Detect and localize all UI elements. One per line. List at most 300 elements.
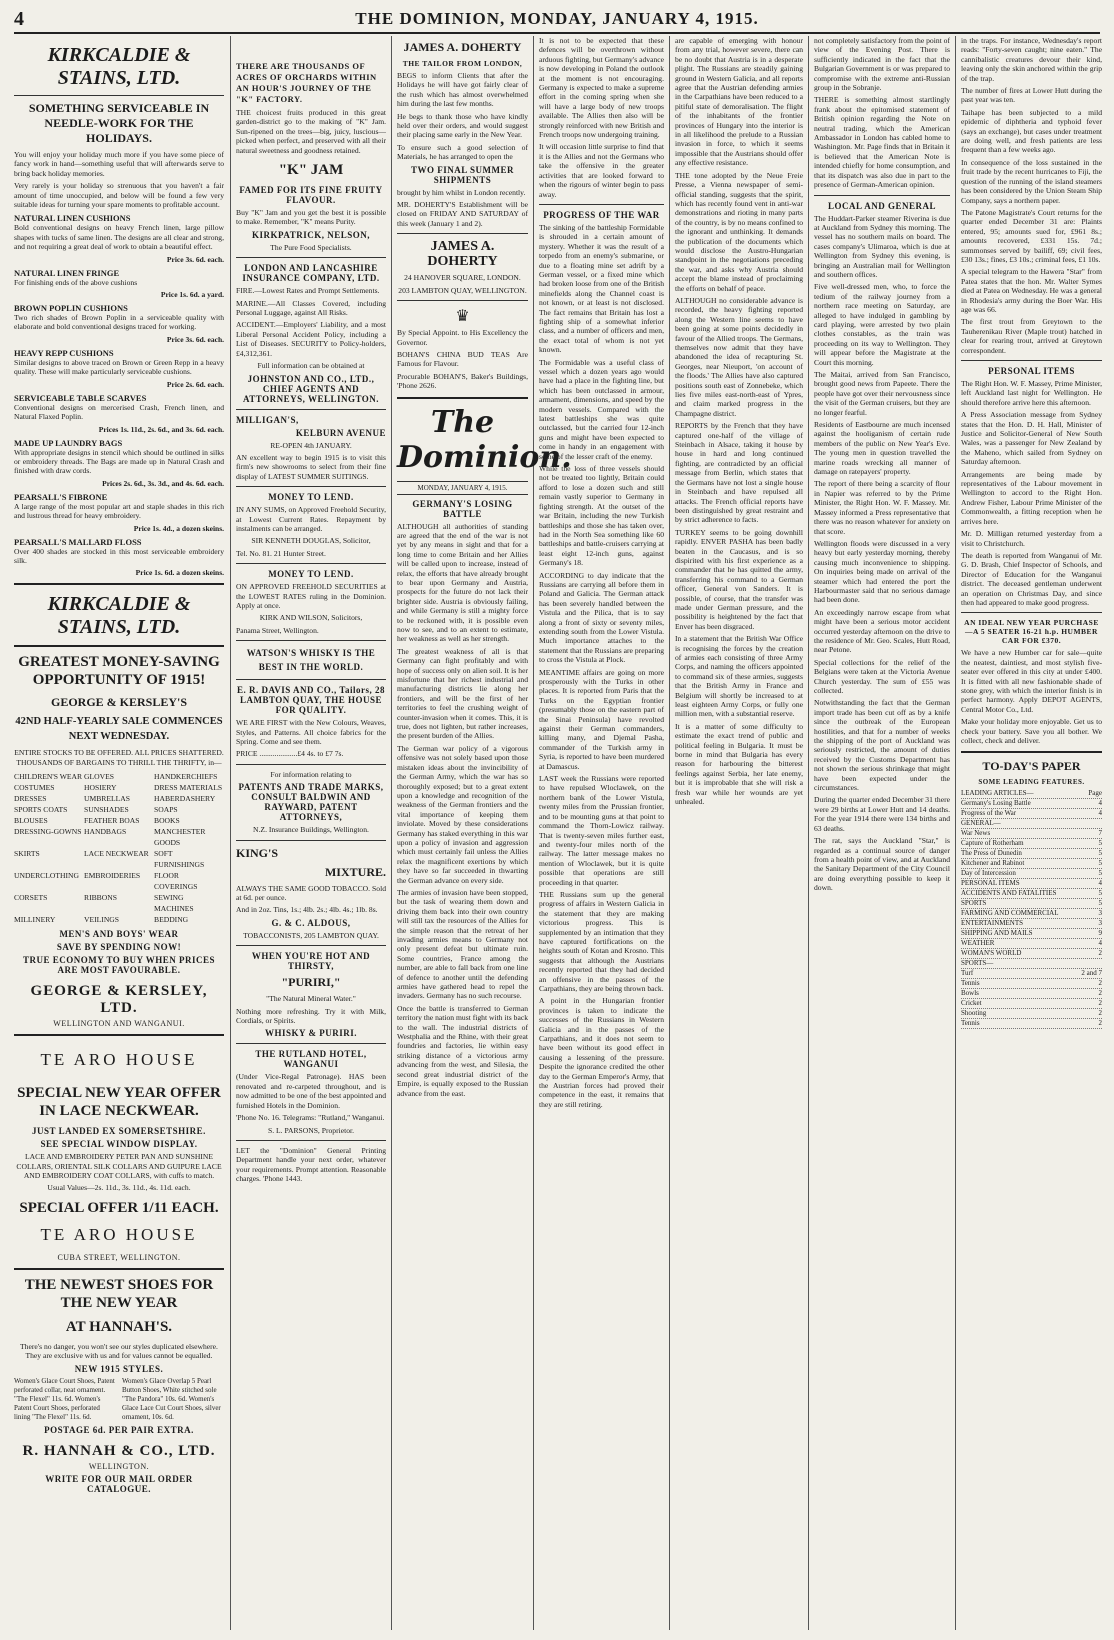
mens-wear-line: MEN'S AND BOYS' WEAR — [59, 929, 179, 940]
contents-page: 2 — [1098, 999, 1102, 1008]
printing-advert: LET the "Dominion" General Printing Department handle your next order, whatever your requirements. Prompt attention. Reasonable charges. 'Phone 1443. — [236, 1145, 386, 1184]
contents-page: 5 — [1098, 869, 1102, 878]
local-news-paragraph: Taihape has been subjected to a mild epidemic of diphtheria and typhoid fever (says an exchange), but cases under treatment are doing well, and fresh patients are less frequent than a few weeks ago. — [961, 107, 1102, 155]
war-news-paragraph: THE Russians sum up the general progress of affairs in Western Galicia in the statement that they are making victorious progress. This is supplemented by an intimation that they have captured fortifications on the heights south of Kotan and Krosno. This suggests that although the Austrians recently reported that they had decided an offensive in the passes of the Carpathians, they are being thrown back. — [539, 889, 664, 993]
contents-row — [961, 879, 1102, 889]
milligan-body: AN excellent way to begin 1915 is to visit this firm's new showrooms to select from their fine display of LATEST SUMMER SUITINGS. — [236, 452, 386, 481]
column-1-advertisements — [14, 36, 224, 1632]
personal-item-paragraph: The death is reported from Wanganui of Mr. G. D. Brash, Chief Inspector of Schools, and Director of Education for the Wanganui district. The deceased gentleman underwent an operation on Christmas Day, and since then had appeared to make good progress. — [961, 550, 1102, 607]
article-paragraph: THE tone adopted by the Neue Freie Presse, a Vienna newspaper of semi-official standing, suggests that the spirit, which has recently found vent in anti-war demonstrations and rioting in many parts of the country, is by no means confined to the ignorant and unthinking. It demands the publication of the documents which would disclose the Austro-Hungarian standpoint in the negotiations preceding the war, and asks why Austria should accept the blame instead of proclaiming the efforts on behalf of peace. — [675, 170, 803, 293]
todays-paper-subtitle: SOME LEADING FEATURES. — [978, 778, 1085, 787]
department-item: HOSIERY — [84, 783, 117, 793]
rutland-title: THE RUTLAND HOTEL, WANGANUI — [255, 1049, 367, 1070]
te-aro-offer-price: SPECIAL OFFER 1/11 EACH. — [19, 1199, 219, 1216]
patents-intro: For information relating to — [270, 769, 352, 779]
department-item: SPORTS COATS — [14, 805, 68, 815]
george-kersley-logo: GEORGE & KERSLEY, LTD. — [30, 983, 208, 1017]
doherty-title-2: JAMES A. DOHERTY — [427, 239, 498, 270]
editorial-paragraph: The German war policy of a vigorous offensive was not solely based upon those mistaken ideas about the invincibility of the German Army, which the war has so thoroughly exposed; but to a great extent upon a knowledge and recognition of the weakness of the German frontiers and the vital importance of keeping them inviolate. Moved by these considerations Germany has staked everything in this war upon a policy of invasion and aggression which must certainly fail unless the Allies relax the magnificent exertions by which they have so far succeeded in thwarting the German advance on every side. — [397, 743, 528, 885]
contents-label: Progress of the War — [961, 809, 1017, 818]
bohan-address: Procurable BOHAN'S, Baker's Buildings, 'Phone 2626. — [397, 371, 528, 391]
te-aro-special-offer: SPECIAL NEW YEAR OFFER IN LACE NECKWEAR. — [17, 1085, 221, 1120]
needlework-item-description: Two rich shades of Brown Poplin in a serviceable quality with elaborate and bold conventional designs traced for working. — [14, 313, 224, 332]
department-item: DRESS MATERIALS — [154, 783, 223, 793]
department-item: FLOOR COVERINGS — [154, 871, 198, 892]
rutland-body: (Under Vice-Regal Patronage). HAS been renovated and re-carpeted throughout, and is now admitted to be one of the best appointed and furnished Hotels in the Dominion. — [236, 1072, 386, 1110]
contents-label: ACCIDENTS AND FATALITIES — [961, 889, 1057, 898]
money-to-lend-title-2: MONEY TO LEND. — [268, 569, 354, 580]
contents-row — [961, 1019, 1102, 1029]
column-5-war-news — [675, 36, 803, 1632]
department-item: DRESSES — [14, 794, 47, 804]
te-aro-house-title-2: TE ARO HOUSE — [40, 1224, 198, 1244]
contents-page: 5 — [1098, 859, 1102, 868]
kirkcaldie-logo: KIRKCALDIE & STAINS, LTD. — [47, 44, 191, 89]
contents-page: 4 — [1098, 799, 1102, 808]
money-to-lend-title: MONEY TO LEND. — [268, 492, 354, 503]
money-to-lend-body-2: ON APPROVED FREEHOLD SECURITIES at the LOWEST RATES ruling in the Dominion. Apply at once. — [236, 582, 386, 610]
watsons-whisky: WATSON'S WHISKY IS THE BEST IN THE WORLD. — [246, 648, 376, 673]
contents-row — [961, 849, 1102, 859]
editorial-paragraph: The greatest weakness of all is that Germany can fight profitably and with hope of success only on alien soil. It is her misfortune that her richest industrial and manufacturing districts lie along her frontiers, and will be the first of her territories to feel the crushing weight of counter-invasion when it comes. This, it is true, does not lighten, but rather increases, the present burden of the Allies. — [397, 646, 528, 741]
local-news-paragraph: An exceedingly narrow escape from what might have been a serious motor accident occurred yesterday afternoon on the drive to the residence of Mr. Geo. Scales, Hutt Road, near Petone. — [814, 607, 950, 655]
te-aro-usual-values: Usual Values—2s. 11d., 3s. 11d., 4s. 11d. each. — [47, 1183, 191, 1193]
davis-price: PRICE ....................£4 4s. to £7 7s. — [236, 749, 344, 759]
contents-label: Kitchener and Rabinot — [961, 859, 1025, 868]
contents-label: SPORTS— — [961, 959, 994, 968]
masthead — [14, 8, 1100, 34]
save-slogan: SAVE BY SPENDING NOW! — [56, 942, 182, 953]
local-general-title: LOCAL AND GENERAL — [827, 200, 937, 211]
editorial-paragraph: ALTHOUGH all authorities of standing are agreed that the end of the war is not yet by any means in sight and that for a long time to come Britain and her Allies will be called upon to increase, instead of relax, the efforts that have already brought to bear upon Germany and Austria, prospects for the future do not lack their brighter side. Austria is obviously failing, and while Germany is still a mighty force to be reckoned with, it is possible even now to see, and to an extent to estimate, her weakness as well as her strength. — [397, 521, 528, 644]
kirkcaldie-item-list — [14, 213, 224, 577]
battery-advert: Make your holiday more enjoyable. Get us to check your battery. Save you all bother. We collect, check and deliver. — [961, 717, 1102, 745]
contents-row — [961, 919, 1102, 929]
column-rule — [955, 36, 956, 1630]
needlework-item-title: MADE UP LAUNDRY BAGS — [14, 437, 123, 448]
department-item: LACE NECKWEAR — [84, 849, 149, 859]
local-news-paragraph: A special telegram to the Hawera "Star" from Patea states that the hon. Mr. Walter Symes died at Patea on Wednesday. He was a general in Rhodesia's army during the Boer War. His age was 66. — [961, 267, 1102, 314]
department-item: BEDDING — [154, 915, 189, 925]
war-news-paragraph: LAST week the Russians were reported to have repulsed Wloclawek, on the northern bank of the Lower Vistula, twenty miles from the Prussian frontier, and to be mounting guns at that point to command the Thorn-Lowicz railway. That is twenty-seven miles further east, and twenty-four miles north of the railway. The latter message makes no mention of Wloclawek, but it is quite possible that operations are still proceeding in that quarter. — [539, 774, 664, 887]
hannah-logo: R. HANNAH & CO., LTD. — [22, 1442, 216, 1459]
local-news-paragraph: In consequence of the loss sustained in the fruit trade by the recent hurricanes to Fiji, the question of the running of the island steamers has been considered by the Union Steam Ship Company, says a northern paper. — [961, 157, 1102, 205]
department-item: EMBROIDERIES — [84, 871, 141, 881]
davis-tailors: E. R. DAVIS AND CO., Tailors, 28 LAMBTON QUAY, THE HOUSE FOR QUALITY. — [236, 685, 386, 716]
department-item: SEWING MACHINES — [154, 893, 194, 914]
needlework-item-description: A large range of the most popular art and staple shades in this rich and lustrous thread for heavy embroidery. — [14, 501, 224, 521]
contents-label: The Press of Dunedin — [961, 849, 1022, 858]
contents-row — [961, 989, 1102, 999]
column-2-advertisements — [236, 36, 386, 1632]
needlework-item-price: Prices 2s. 6d., 3s. 3d., and 4s. 6d. each. — [102, 478, 224, 488]
k-jam-title: "K" JAM — [278, 162, 344, 179]
contents-page: 7 — [1098, 829, 1102, 838]
hannah-left-list: Women's Glace Court Shoes, Patent perforated collar, neat ornament. "The Flexel" 11s. 6d. Women's Patent Court Shoes, perforated lining "The Flexel" 11s. 6d. — [14, 1376, 115, 1421]
needlework-item-description: Similar designs to above traced on Brown or Green Repp in a heavy quality. These will make particularly serviceable cushions. — [14, 357, 224, 377]
article-paragraph: TURKEY seems to be going downhill rapidly. ENVER PASHA has been badly beaten in the Caucasus, and is so dispirited with his first experience as a commander that he has quitted the army, transferring his command to a German officer, General von Sanders. It is possible, of course, that the transfer was made under German pressure, and the possibility is heightened by the fact that Enver has been disgraced. — [675, 527, 803, 631]
local-news-paragraph: The Maitai, arrived from San Francisco, brought good news from Papeete. There the people have got over their nervousness since the visit of the German cruisers, but they are no longer fearful. — [814, 370, 950, 417]
war-news-paragraph: The sinking of the battleship Formidable is shrouded in a certain amount of mystery. Whether it was the result of a torpedo from an enemy's submarine, or due to a floating mine set adrift by a German vessel, or a fixed mine which had broken loose from one of the British minefields along the Channel coast is not known, or at least is not disclosed. The fact remains that Britain has lost a fighting ship of a somewhat inferior class, and a number of officers and men, the exact total of whom is not yet known. — [539, 222, 664, 355]
column-rule — [230, 36, 231, 1630]
local-news-paragraph: The report of there being a scarcity of flour in Napier was referred to by the Prime Minister, the Right Hon. W. F. Massey. Mr. Massey informed a Press representative that there was no reason whatever for anxiety on that score. — [814, 479, 950, 536]
patents-title: PATENTS AND TRADE MARKS, CONSULT BALDWIN AND RAYWARD, PATENT ATTORNEYS, — [238, 782, 384, 823]
kirkcaldie-intro: You will enjoy your holiday much more if you have some piece of fancy work in hand—something useful that will afterwards serve to bring back holiday memories. — [14, 150, 224, 178]
contents-page: 2 and 7 — [1081, 969, 1102, 978]
todays-paper-contents — [961, 789, 1102, 1029]
george-kersley-places: WELLINGTON AND WANGANUI. — [53, 1019, 185, 1029]
k-jam-promo: Buy "K" Jam and you get the best it is possible to make. Remember, "K" means Purity. — [236, 208, 386, 227]
contents-row — [961, 949, 1102, 959]
contents-page: 2 — [1098, 949, 1102, 958]
local-news-paragraph: Residents of Eastbourne are much incensed against the hooliganism of certain rude members of the public on New Year's Eve. The young men in question travelled the marine roads wrecking all manner of damage on ratepayers' property. — [814, 420, 950, 477]
department-item: SOAPS — [154, 805, 178, 815]
needlework-item-description: For finishing ends of the above cushions — [14, 277, 138, 287]
contents-row — [961, 939, 1102, 949]
hannah-intro: There's no danger, you won't see our styles duplicated elsewhere. They are exclusive with us and for values cannot be equalled. — [20, 1341, 218, 1361]
column-6-local-news — [814, 36, 950, 1632]
contents-row — [961, 999, 1102, 1009]
war-news-paragraph: ACCORDING to day indicate that the Russians are carrying all before them in Poland and Galicia. The German attack has been severely handled between the Vistula and the Pilica, that is to say along a front of sixty or seventy miles, extending south from the Lower Vistula. Much importance attaches to the statement that the Russians are preparing to cross the Vistula at Plock. — [539, 570, 664, 665]
editorial-paragraph: Once the battle is transferred to German territory the nation must fight with its back to the wall. The industrial districts of Westphalia and the Rhine, with their great foundries and factories, lie within easy striking distance of a victorious army advancing from the west, and Silesia, the second great industrial district of the Empire, is equally exposed to the Russian advance from the east. — [397, 1003, 528, 1098]
column-6-top-text — [814, 36, 950, 190]
contents-row — [961, 829, 1102, 839]
kings-body: ALWAYS THE SAME GOOD TOBACCO. Sold at 6d. per ounce. — [236, 883, 386, 903]
needlework-item — [14, 303, 224, 344]
needlework-item-price: Price 2s. 6d. each. — [166, 379, 224, 389]
needlework-item-description: With appropriate designs in stencil which should be outlined in silks or embroidery threads. The Bags are made up in Natural Crash and finished with draw cords. — [14, 447, 224, 476]
te-aro-window: SEE SPECIAL WINDOW DISPLAY. — [40, 1139, 198, 1150]
contents-row — [961, 909, 1102, 919]
contents-label: GENERAL— — [961, 819, 1001, 828]
department-item: HANDKERCHIEFS — [154, 772, 218, 782]
article-paragraph: are capable of emerging with honour from any trial, however severe, there can be no doubt that Austria is in a desperate plight. The Russians are steadily gaining ground in Western Galicia, and all reports agree that the Austrian defending armies in the Carpathians have been reduced to a pitiful state of demoralisation. The flight of the inhabitants of the frontier provinces of Hungary into the interior is in all likelihood the prelude to a Russian invasion in force, to which it seems impossible that the Austrians should offer any effective resistance. — [675, 36, 803, 168]
contents-row — [961, 809, 1102, 819]
department-item: HANDBAGS — [84, 827, 127, 837]
bohan-teas: BOHAN'S CHINA BUD TEAS Are Famous for Flavour. — [397, 349, 528, 369]
local-news-paragraph: The Huddart-Parker steamer Riverina is due at Auckland from Sydney this morning. The vessel has no southern mails on board. The cases company's Ulimaroa, which is due at Wellington from Sydney this evening, is bringing an Australian mail for Wellington and southern offices. — [814, 213, 950, 279]
puriri-body: Nothing more refreshing. Try it with Milk, Cordials, or Spirits. — [236, 1006, 386, 1026]
davis-body: WE ARE FIRST with the New Colours, Weaves, Styles, and Patterns. All choice fabrics for the Spring. Come and see them. — [236, 718, 386, 746]
contents-row — [961, 859, 1102, 869]
needlework-item — [14, 537, 224, 578]
contents-row — [961, 899, 1102, 909]
doherty-closed: MR. DOHERTY'S Establishment will be closed on FRIDAY AND SATURDAY of this week (January 1 and 2). — [397, 200, 528, 228]
department-item: COSTUMES — [14, 783, 55, 793]
hannah-styles: NEW 1915 STYLES. — [74, 1363, 164, 1374]
needlework-item-title: HEAVY REPP CUSHIONS — [14, 347, 114, 358]
doherty-subtitle: THE TAILOR FROM LONDON, — [402, 59, 523, 68]
milligan-name: MILLIGAN'S, — [236, 414, 299, 425]
needlework-item-title: NATURAL LINEN FRINGE — [14, 267, 120, 278]
contents-page: 2 — [1098, 1019, 1102, 1028]
hannah-city: WELLINGTON. — [88, 1461, 150, 1471]
contents-label: Bowls — [961, 989, 979, 998]
doherty-shipments: TWO FINAL SUMMER SHIPMENTS — [410, 164, 514, 185]
war-news-paragraph: While the loss of three vessels should not be treated too lightly, Britain could afford to lose a dozen such and still remain vastly superior to Germany in fighting strength. At the outset of the war Britain, including the new Turkish battleships and those she has taken over, had in the North Sea something like 60 battleships and battle-cruisers carrying at least eight 12-inch guns, against Germany's 18. — [539, 464, 664, 568]
department-item: UNDERCLOTHING — [14, 871, 79, 881]
needlework-item-description: Conventional designs on mercerised Crash, French linen, and Natural Flaxed Poplin. — [14, 402, 224, 422]
sale-announcement: 42ND HALF-YEARLY SALE COMMENCES NEXT WEDNESDAY. — [15, 716, 223, 743]
milligan-reopen: RE-OPEN 4th JANUARY. — [270, 440, 352, 450]
page-number: 4 — [14, 8, 24, 30]
war-news-paragraph: The Formidable was a useful class of vessel which a dozen years ago would have had a place in the fighting line, but which has been outclassed in armour, armament, dimensions, and speed by the modern vessels. Compared with the latest battleships she was quite outclassed, but the carried four 12-inch guns and might have been expected to come in handy in an engagement with some of the lesser craft of the enemy. — [539, 357, 664, 461]
insurance-accident: ACCIDENT.—Employers' Liability, and a most Liberal Personal Accident Policy, including a List of Diseases. SECURITY to Policy-holders, £4,312,361. — [236, 320, 386, 358]
needlework-item-description: Bold conventional designs on heavy French linen, large pillow shapes with tucks of same linen. The designs are all clear and strong, and not requiring a great deal of work to obtain a beautiful effect. — [14, 223, 224, 252]
department-item: DRESSING-GOWNS — [14, 827, 82, 837]
hannah-postage: POSTAGE 6d. PER PAIR EXTRA. — [44, 1424, 194, 1435]
doherty-body-4: brought by him whilst in London recently. — [397, 187, 526, 197]
column-rule — [669, 36, 670, 1630]
department-item: CHILDREN'S WEAR — [14, 772, 83, 782]
humber-car-headline: AN IDEAL NEW YEAR PURCHASE—A 5 SEATER 16-21 h.p. HUMBER CAR FOR £370. — [964, 618, 1099, 646]
rutland-tel: 'Phone No. 16. Telegrams: "Rutland," Wanganui. — [236, 1113, 385, 1123]
contents-page: 5 — [1098, 849, 1102, 858]
sale-subtitle: ENTIRE STOCKS TO BE OFFERED. ALL PRICES SHATTERED. THOUSANDS OF BARGAINS TO THRILL THE THRIFTY, in— — [14, 748, 224, 767]
kirkcaldie-headline: SOMETHING SERVICEABLE IN NEEDLE-WORK FOR THE HOLIDAYS. — [28, 101, 210, 145]
money-to-lend-solicitor: SIR KENNETH DOUGLAS, Solicitor, — [251, 536, 371, 546]
article-paragraph: It is a matter of some difficulty to estimate the exact trend of public and political feeling in Bulgaria. It must be borne in mind that Bulgaria has every reason for harbouring the bitterest feelings against Serbia, her late enemy, but it is improbable that she will risk a fresh war while her wounds are yet unhealed. — [675, 721, 803, 807]
war-news-paragraph: MEANTIME affairs are going on more prosperously with the Turks in other places. It is reported from Paris that the Turks on the Egyptian frontier (presumably those on the eastern part of the Sinai Peninsula) have revolted against their German commanders, killing many, and Djemal Pasha, commander of the Turkish army in Syria, is reported to have been murdered at Damascus. — [539, 667, 664, 771]
milligan-address: KELBURN AVENUE — [295, 427, 386, 438]
contents-label: Shooting — [961, 1009, 987, 1018]
humber-car-body: We have a new Humber car for sale—quite the neatest, daintiest, and most stylish five-seater ever offered in this city at under £400. It is fitted with all new fashionable shade of stone grey, with which the interior finish is in perfect harmony. Apply DEPOT AGENTS, Central Motor Co., Ltd. — [961, 648, 1102, 714]
contents-row — [961, 789, 1102, 799]
contents-page: 2 — [1098, 1009, 1102, 1018]
contents-label: Capture of Rotherham — [961, 839, 1024, 848]
kirkpatrick-name: KIRKPATRICK, NELSON, — [252, 229, 370, 240]
contents-row — [961, 929, 1102, 939]
department-item: FEATHER BOAS — [84, 816, 140, 826]
contents-page: 9 — [1098, 929, 1102, 938]
hannah-catalogue: WRITE FOR OUR MAIL ORDER CATALOGUE. — [45, 1473, 193, 1494]
contents-page: 4 — [1098, 879, 1102, 888]
local-general-body — [814, 214, 950, 893]
editorial-body — [397, 522, 528, 1098]
contents-label: WEATHER — [961, 939, 995, 948]
contents-label: SPORTS — [961, 899, 987, 908]
te-aro-house-title: TE ARO HOUSE — [40, 1050, 198, 1070]
needlework-item-price: Price 3s. 6d. each. — [166, 334, 224, 344]
local-news-paragraph: The rat, says the Auckland "Star," is regarded as a continual source of danger from a health point of view, and at Auckland the Sanitary Department of the City Council are doing everything possible to keep it down. — [814, 836, 950, 893]
needlework-item-price: Prices 1s. 11d., 2s. 6d., and 3s. 6d. each. — [98, 424, 224, 434]
article-paragraph: In a statement that the British War Office is recognising the forces by the creation of armies each consisting of three Army Corps, and naming the officers appointed to command six of these armies, suggests that the British Army in France and Belgium will shortly be increased to at least eighteen Army Corps, or fully one million men, with a substantial reserve. — [675, 634, 803, 719]
needlework-item-title: SERVICEABLE TABLE SCARVES — [14, 392, 147, 403]
puriri-title: "PURIRI," — [281, 975, 341, 990]
needlework-item — [14, 213, 224, 263]
needlework-item-title: NATURAL LINEN CUSHIONS — [14, 213, 131, 224]
war-progress-body — [539, 223, 664, 1109]
needlework-item-description: Over 400 shades are stocked in this most serviceable embroidery silk. — [14, 546, 224, 565]
column-rule — [808, 36, 809, 1630]
personal-items-body — [961, 379, 1102, 607]
department-item: BLOUSES — [14, 816, 48, 826]
column-rule — [391, 36, 392, 1630]
article-paragraph: It will occasion little surprise to find that it is the Allies and not the Germans who take the offensive in the greater activities that are looked forward to when the rigours of winter begin to pass away. — [539, 142, 664, 199]
local-news-paragraph: The number of fires at Lower Hutt during the past year was ten. — [961, 86, 1102, 105]
contents-label: Germany's Losing Battle — [961, 799, 1031, 808]
personal-item-paragraph: The Right Hon. W. F. Massey, Prime Minister, left Auckland last night for Wellington. He should therefore arrive here this afternoon. — [961, 379, 1102, 407]
column-rule — [533, 36, 534, 1630]
patents-address: N.Z. Insurance Buildings, Wellington. — [253, 825, 369, 835]
contents-page: 4 — [1098, 939, 1102, 948]
column-7-top-text — [961, 36, 1102, 355]
k-jam-subtitle: FAMED FOR ITS FINE FRUITY FLAVOUR. — [239, 185, 383, 206]
contents-label: LEADING ARTICLES— — [961, 789, 1034, 798]
department-item: VEILINGS — [84, 915, 120, 925]
te-aro-collars: LACE AND EMBROIDERY PETER PAN AND SUNSHINE COLLARS, ORIENTAL SILK COLLARS AND GUIPURE LACE AND EMBROIDERY COAT COLLARS, with cuffs to match. — [16, 1152, 222, 1180]
kings-title: KING'S — [236, 845, 279, 860]
personal-item-paragraph: Mr. D. Milligan returned yesterday from a visit to Christchurch. — [961, 529, 1102, 548]
aldous-name: G. & C. ALDOUS, — [271, 917, 351, 928]
column-4-top-text — [539, 36, 664, 199]
puriri-subtitle: "The Natural Mineral Water." — [266, 994, 356, 1004]
hannah-subheadline: AT HANNAH'S. — [65, 1318, 173, 1335]
money-to-lend-body: IN ANY SUMS, on Approved Freehold Security, at Lowest Current Rates. Repayment by instalments can be arranged. — [236, 505, 386, 533]
contents-label: Tennis — [961, 979, 980, 988]
aldous-subtitle: TOBACCONISTS, 205 LAMBTON QUAY. — [243, 930, 379, 940]
department-item: MILLINERY — [14, 915, 56, 925]
newspaper-flag: The Dominion. — [397, 404, 572, 475]
contents-label: WOMAN'S WORLD — [961, 949, 1022, 958]
contents-page: 2 — [1098, 979, 1102, 988]
needlework-item-price: Price 1s. 4d., a dozen skeins. — [133, 523, 224, 533]
contents-page: 3 — [1098, 919, 1102, 928]
contents-label: War News — [961, 829, 991, 838]
k-jam-acres-headline: THERE ARE THOUSANDS OF ACRES OF ORCHARDS WITHIN AN HOUR'S JOURNEY OF THE "K" FACTORY. — [236, 61, 377, 104]
contents-row — [961, 799, 1102, 809]
doherty-address-2: 203 LAMBTON QUAY, WELLINGTON. — [398, 285, 527, 295]
te-aro-landed: JUST LANDED EX SOMERSETSHIRE. — [32, 1126, 206, 1137]
contents-row — [961, 969, 1102, 979]
needlework-item-title: PEARSALL'S FIBRONE — [14, 491, 108, 502]
needlework-item-price: Price 3s. 6d. each. — [166, 254, 224, 264]
contents-label: PERSONAL ITEMS — [961, 879, 1020, 888]
insurance-info: Full information can be obtained at — [257, 361, 365, 371]
contents-row — [961, 819, 1102, 829]
contents-page: 5 — [1098, 889, 1102, 898]
department-list — [14, 771, 224, 925]
needlework-item — [14, 393, 224, 434]
local-news-paragraph: Wellington floods were discussed in a very heavy but early yesterday morning, thereby causing much inconvenience to shipping. On inquiries being made on arrival of the steamer which had entered the port the Harbourmaster said that no serious damage had been done. — [814, 538, 950, 605]
war-progress-title: PROGRESS OF THE WAR — [543, 209, 660, 220]
needlework-item-title: BROWN POPLIN CUSHIONS — [14, 303, 128, 314]
needlework-item — [14, 438, 224, 488]
needlework-item-price: Price 1s. 6d. a dozen skeins. — [135, 568, 224, 578]
kings-mixture: MIXTURE. — [324, 864, 386, 879]
doherty-body-3: To ensure such a good selection of Materials, he has arranged to open the — [397, 142, 528, 162]
contents-row — [961, 1009, 1102, 1019]
economy-slogan: TRUE ECONOMY TO BUY WHEN PRICES ARE MOST FAVOURABLE. — [22, 955, 216, 976]
article-paragraph: ALTHOUGH no considerable advance is recorded, the heavy fighting reported along the Western line seems to have been going at some points decidedly in favour of the Allied troops. The Germans, themselves now admit that they have abandoned the idea of recapturing St. Georges, near Nieuport, 'on account of the floods.' The Allies have also captured positions south east of Zonnebeke, which lies five miles east-north-east of Ypres, and claim marked progress in the Champagne district. — [675, 295, 803, 418]
column-3-editorial — [397, 36, 572, 1632]
kirkpatrick-tagline: The Pure Food Specialists. — [270, 242, 352, 252]
department-item: BOOKS — [154, 816, 180, 826]
contents-label: Cricket — [961, 999, 982, 1008]
local-news-paragraph: The Patone Magistrate's Court returns for the quarter ended December 31 are: Plaints entered, 95; amounts sued for, £961 8s.; amounts recovered, £331 15s. 7d.; summonses served by bailiff, 69; civil fees, £30 13s.; fines, £3 10s.; criminal fees, £1 10s. — [961, 207, 1102, 264]
doherty-title: JAMES A. DOHERTY — [403, 40, 522, 54]
insurance-fire: FIRE.—Lowest Rates and Prompt Settlements. — [236, 286, 380, 296]
department-item: SOFT FURNISHINGS — [154, 849, 205, 870]
hannah-headline: THE NEWEST SHOES FOR THE NEW YEAR — [24, 1276, 214, 1311]
contents-row — [961, 839, 1102, 849]
personal-item-paragraph: Arrangements are being made by representatives of the Labour movement in Wellington to accord to the Right Hon. Andrew Fisher, Labour Prime Minister of the Commonwealth, a fitting reception when he arrives here. — [961, 469, 1102, 526]
local-news-paragraph: The first trout from Greytown to the Tauherenikau River (Maple trout) hatched in clear for rearing trout, arrived at Greytown correspondent. — [961, 317, 1102, 355]
insurance-agents: JOHNSTON AND CO., LTD., CHIEF AGENTS AND ATTORNEYS, WELLINGTON. — [242, 373, 380, 404]
local-news-paragraph: Special collections for the relief of the Belgians were taken at the Victoria Avenue Church yesterday. The sum of £55 was collected. — [814, 657, 950, 695]
contents-row — [961, 869, 1102, 879]
article-paragraph: THERE is something almost startlingly frank about the epitomised statement of British opinion regarding the Note on neutral trading, which the American Ambassador in London has cabled home to Washington. Mr. Page finds that in Britain it is believed that the American Note is intended chiefly for home consumption, and that its dispatch was also due in part to the presence of German-American opinion. — [814, 95, 950, 190]
contents-label: FARMING AND COMMERCIAL — [961, 909, 1059, 918]
contents-row — [961, 979, 1102, 989]
doherty-body-1: BEGS to inform Clients that after the Holidays he will have got fairly clear of the rush which has almost overwhelmed him during the last few months. — [397, 71, 528, 109]
department-item: HABERDASHERY — [154, 794, 216, 804]
doherty-body-2: He begs to thank those who have kindly held over their orders, and would suggest their placing same early in the New Year. — [397, 111, 528, 140]
needlework-item — [14, 492, 224, 533]
local-news-paragraph: Five well-dressed men, who, to force the tedium of the railway journey from a northern race meeting on Saturday, are alleged to have indulged in gambling by card playing, were arrested by two plain clothes constables, as the train was proceeding on its way to Wellington. They will appear before the Magistrate at the Court this morning. — [814, 282, 950, 367]
editorial-title: GERMANY'S LOSING BATTLE — [412, 498, 513, 519]
needlework-item-price: Price 1s. 6d. a yard. — [160, 290, 224, 300]
war-news-paragraph: A point in the Hungarian frontier provinces is taken to indicate the successes of the Russians in Western Galicia and in the passes of the Carpathians, and it does not seem to have been without its good effect in causing a lessening of the pressure. Despite the ignorance credited the other day to the German Emperor's Army, that the Austrian forces had proved their competence in the east, it remains that they are still retiring. — [539, 996, 664, 1109]
insurance-marine: MARINE.—All Classes Covered, including Personal Luggage, against All Risks. — [236, 298, 386, 318]
article-paragraph: REPORTS by the French that they have captured one-half of the village of Steinbach in Alsace, taking it house by house in hard and long continued fighting, are contradicted by an official message from Berlin, which states that the Germans have not lost a single house in Steinbach and have repulsed all attacks. The French official reports have been distinguished by great restraint and by strict adherence to facts. — [675, 421, 803, 525]
contents-row — [961, 889, 1102, 899]
contents-page: 3 — [1098, 909, 1102, 918]
needlework-item — [14, 348, 224, 389]
kings-tins: And in 2oz. Tins, 1s.; 4lb. 2s.; 4lb. 4s.; 1lb. 8s. — [236, 905, 378, 915]
personal-items-title: PERSONAL ITEMS — [988, 366, 1075, 376]
local-news-paragraph: Notwithstanding the fact that the German import trade has been cut off as by a knife since the outbreak of the European hostilities, and that for a number of weeks the shipping of the port of Auckland was seriously restricted, the amount of duties received by the Customs Department has not shown the serious shrinkage that might have been expected under the circumstances. — [814, 698, 950, 793]
contents-label: Tennis — [961, 1019, 980, 1028]
insurance-title: LONDON AND LANCASHIRE INSURANCE COMPANY, LTD. — [242, 263, 380, 284]
kirkcaldie-intro-2: Very rarely is your holiday so strenuous that you haven't a fair amount of time unoccupied, and below will be found a few very suitable ideas for turning your spare moments to profitable account. — [14, 181, 224, 210]
te-aro-address: CUBA STREET, WELLINGTON. — [57, 1252, 181, 1262]
local-news-paragraph: During the quarter ended December 31 there were 29 births at Lower Hutt and 14 deaths. For the year 1914 there were 134 births and 63 deaths. — [814, 795, 950, 833]
doherty-address-1: 24 HANOVER SQUARE, LONDON. — [404, 273, 521, 283]
contents-label: Day of Intercession — [961, 869, 1016, 878]
royal-crest-icon: ♛ — [455, 308, 470, 326]
todays-paper-title: TO-DAY'S PAPER — [982, 759, 1081, 774]
contents-page: Page — [1088, 789, 1102, 798]
kirkcaldie-logo-2: KIRKCALDIE & STAINS, LTD. — [47, 593, 191, 639]
department-item: GLOVES — [84, 772, 114, 782]
george-kersley-name: GEORGE & KERSLEY'S — [50, 695, 188, 710]
department-item: CORSETS — [14, 893, 48, 903]
contents-page: 5 — [1098, 839, 1102, 848]
whisky-puriri: WHISKY & PURIRI. — [265, 1028, 357, 1039]
contents-row — [961, 959, 1102, 969]
contents-label: SHIPPING AND MAILS — [961, 929, 1033, 938]
needlework-item-title: PEARSALL'S MALLARD FLOSS — [14, 536, 142, 547]
column-4-war-news — [539, 36, 664, 1632]
personal-item-paragraph: A Press Association message from Sydney states that the Hon. D. H. Hall, Minister of Justice and Solicitor-General of New South Wales, was a passenger for New Zealand by the Maheno, which sailed from Sydney on Saturday afternoon. — [961, 410, 1102, 467]
bohan-appointment: By Special Appoint. to His Excellency the Governor. — [397, 328, 528, 347]
money-to-lend-tel: Tel. No. 81. 21 Hunter Street. — [236, 548, 326, 558]
department-item: SUNSHADES — [84, 805, 129, 815]
puriri-headline: WHEN YOU'RE HOT AND THIRSTY, — [251, 951, 371, 972]
george-kersley-headline: GREATEST MONEY-SAVING OPPORTUNITY OF 1915! — [18, 654, 220, 689]
contents-label: Turf — [961, 969, 974, 978]
k-jam-body: THE choicest fruits produced in this great garden-district go to the making of "K" Jam. Sun-ripened on the trees—big, juicy, luscious—picked when perfect, and preserved with all their natural sweetness and goodness retained. — [236, 108, 386, 155]
rutland-proprietor: S. L. PARSONS, Proprietor. — [267, 1125, 354, 1135]
dateline: MONDAY, JANUARY 4, 1915. — [397, 481, 528, 495]
money-to-lend-address: Panama Street, Wellington. — [236, 625, 319, 635]
needlework-item — [14, 268, 224, 299]
local-news-paragraph: in the traps. For instance, Wednesday's report reads: "Forty-seven caught; nine eaten." The cannibalistic creatures devour their kind, leaving only the skin anchored within the grip of the trap. — [961, 36, 1102, 83]
page-title: THE DOMINION, MONDAY, JANUARY 4, 1915. — [355, 9, 759, 28]
money-to-lend-firm: KIRK AND WILSON, Solicitors, — [259, 613, 363, 623]
contents-label: ENTERTAINMENTS — [961, 919, 1024, 928]
